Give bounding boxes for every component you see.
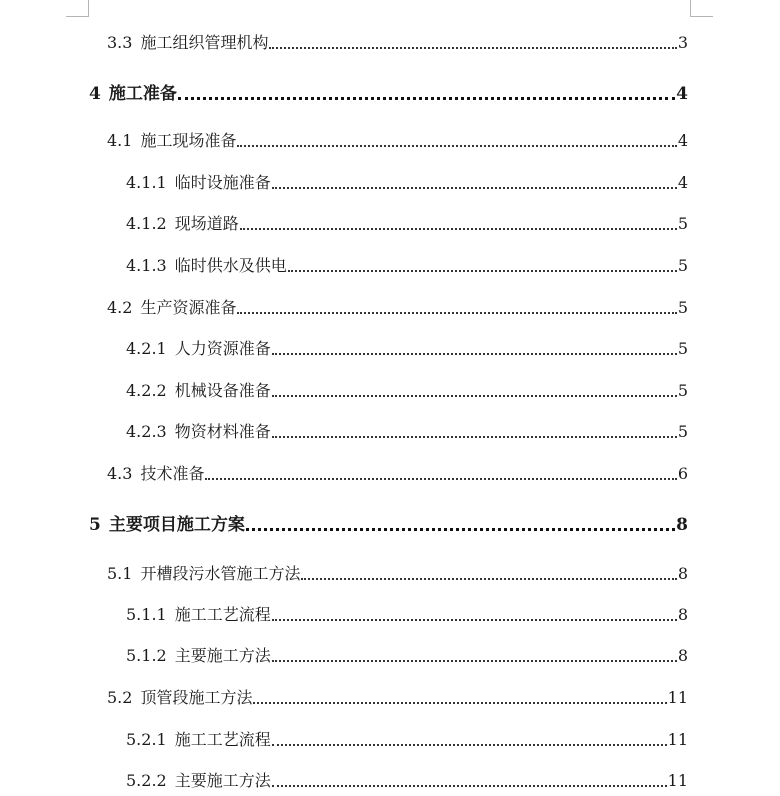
toc-entry-title: 主要项目施工方案 — [108, 515, 245, 535]
toc-entry-number: 5.2.2 — [126, 771, 167, 790]
toc-dot-leader — [272, 435, 677, 438]
toc-entry-title: 物资材料准备 — [174, 422, 271, 441]
toc-entry[interactable] — [107, 461, 688, 484]
toc-entry-number: 4.3 — [107, 464, 133, 483]
toc-entry-number: 3.3 — [107, 33, 133, 52]
toc-entry-title: 临时供水及供电 — [174, 256, 287, 275]
toc-dot-leader — [272, 394, 677, 397]
toc-entry-number: 5.1.2 — [126, 646, 167, 665]
toc-entry-title: 开槽段污水管施工方法 — [140, 564, 301, 583]
toc-entry-title: 人力资源准备 — [174, 339, 271, 358]
toc-entry[interactable] — [126, 643, 688, 666]
toc-entry-title: 临时设施准备 — [174, 173, 271, 192]
toc-dot-leader — [301, 577, 676, 580]
toc-entry-number: 5.2 — [107, 688, 133, 707]
toc-entry-title: 施工组织管理机构 — [140, 33, 269, 52]
toc-entry[interactable] — [126, 602, 688, 625]
toc-entry-number: 4.2.2 — [126, 381, 167, 400]
toc-dot-leader — [272, 352, 677, 355]
toc-entry-number: 4 — [89, 84, 101, 104]
toc-entry-title: 施工工艺流程 — [174, 605, 271, 624]
toc-entry-page-number: 4 — [677, 173, 688, 192]
toc-entry-page-number: 5 — [677, 298, 688, 317]
toc-entry[interactable] — [126, 170, 688, 193]
toc-entry-title: 机械设备准备 — [174, 381, 271, 400]
toc-dot-leader — [272, 784, 667, 787]
toc-dot-leader — [237, 311, 676, 314]
toc-entry-page-number: 6 — [677, 464, 688, 483]
toc-entry[interactable] — [126, 253, 688, 276]
toc-entry-title: 顶管段施工方法 — [140, 688, 253, 707]
toc-entry-number: 5 — [89, 515, 101, 535]
toc-entry-number: 5.2.1 — [126, 730, 167, 749]
toc-entry-page-number: 5 — [677, 422, 688, 441]
toc-entry-number: 5.1.1 — [126, 605, 167, 624]
toc-entry[interactable] — [126, 419, 688, 442]
toc-entry-page-number: 11 — [667, 688, 688, 707]
toc-entry-number: 4.1 — [107, 131, 133, 150]
toc-entry-page-number: 11 — [667, 771, 688, 790]
toc-entry[interactable] — [107, 295, 688, 318]
toc-dot-leader — [288, 269, 677, 272]
toc-entry-title: 施工准备 — [108, 84, 177, 104]
toc-dot-leader — [269, 46, 676, 49]
toc-entry-page-number: 8 — [676, 515, 688, 535]
toc-entry-number: 4.1.3 — [126, 256, 167, 275]
toc-entry-page-number: 3 — [677, 33, 688, 52]
toc-entry[interactable] — [107, 685, 688, 708]
toc-entry-page-number: 11 — [667, 730, 688, 749]
toc-entry-number: 4.2 — [107, 298, 133, 317]
toc-entry-page-number: 5 — [677, 256, 688, 275]
toc-entry-title: 施工工艺流程 — [174, 730, 271, 749]
toc-entry[interactable] — [126, 211, 688, 234]
toc-entry[interactable] — [89, 79, 688, 104]
toc-dot-leader — [272, 743, 667, 746]
toc-entry-page-number: 8 — [677, 564, 688, 583]
toc-dot-leader — [272, 659, 677, 662]
toc-entry[interactable] — [107, 561, 688, 584]
toc-dot-leader — [205, 477, 676, 480]
toc-entry-page-number: 8 — [677, 646, 688, 665]
toc-entry-number: 4.1.2 — [126, 214, 167, 233]
toc-entry[interactable] — [126, 768, 688, 791]
toc-dot-leader — [240, 227, 677, 230]
toc-entry[interactable] — [126, 378, 688, 401]
toc-entry-title: 现场道路 — [174, 214, 239, 233]
toc-entry-page-number: 8 — [677, 605, 688, 624]
toc-dot-leader — [246, 527, 675, 531]
toc-entry-page-number: 4 — [676, 84, 688, 104]
toc-entry[interactable] — [126, 727, 688, 750]
toc-entry-number: 4.1.1 — [126, 173, 167, 192]
toc-entry[interactable] — [126, 336, 688, 359]
toc-entry-page-number: 4 — [677, 131, 688, 150]
toc-entry-number: 4.2.1 — [126, 339, 167, 358]
toc-entry-title: 生产资源准备 — [140, 298, 237, 317]
toc-dot-leader — [272, 618, 677, 621]
toc-entry-page-number: 5 — [677, 381, 688, 400]
toc-entry-title: 主要施工方法 — [174, 646, 271, 665]
toc-dot-leader — [178, 96, 675, 100]
toc-entry-page-number: 5 — [677, 339, 688, 358]
toc-entry-title: 施工现场准备 — [140, 131, 237, 150]
toc-dot-leader — [272, 186, 677, 189]
toc-dot-leader — [237, 144, 676, 147]
toc-entry[interactable] — [107, 30, 688, 53]
toc-entry-number: 4.2.3 — [126, 422, 167, 441]
toc-dot-leader — [253, 701, 666, 704]
toc-entry-number: 5.1 — [107, 564, 133, 583]
toc-entry-title: 主要施工方法 — [174, 771, 271, 790]
toc-entry[interactable] — [107, 128, 688, 151]
toc-entry[interactable] — [89, 510, 688, 535]
toc-entry-page-number: 5 — [677, 214, 688, 233]
toc-entry-title: 技术准备 — [140, 464, 205, 483]
